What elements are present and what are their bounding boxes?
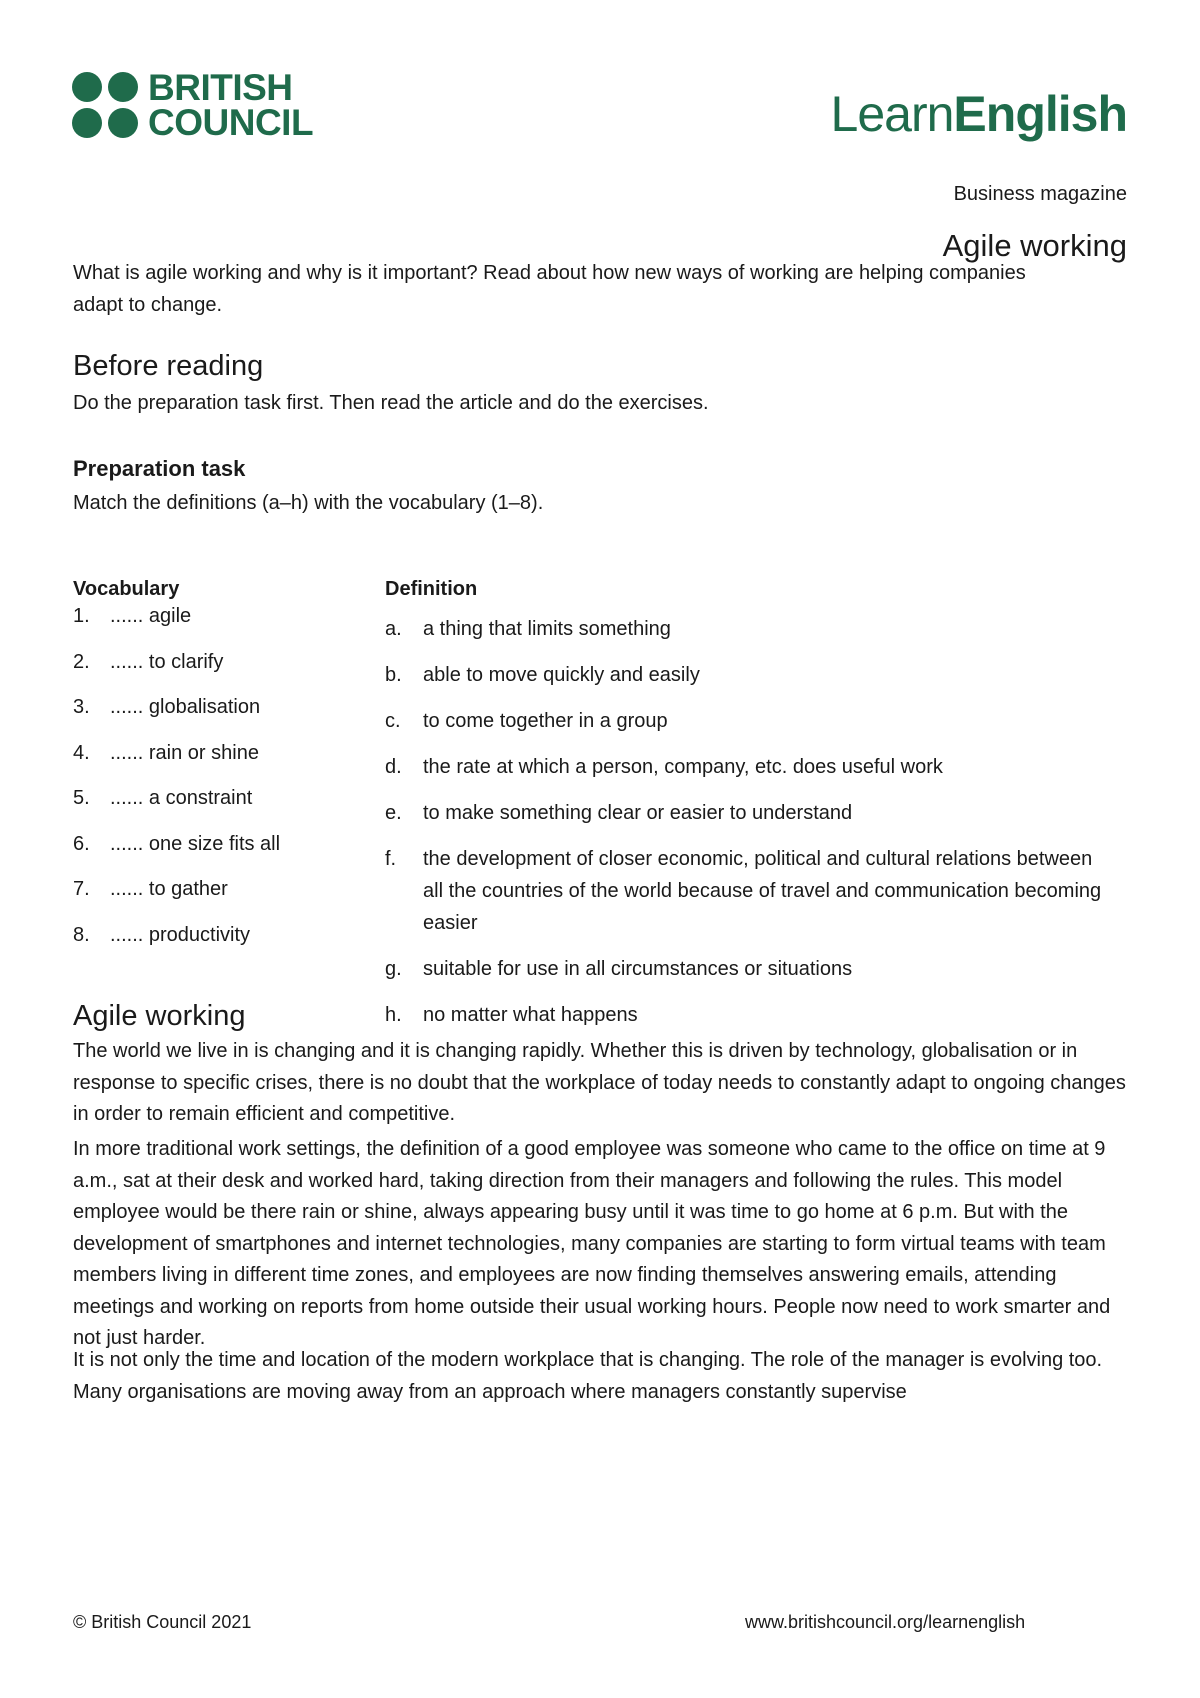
vocab-item: 1. ...... agile [73, 605, 192, 627]
learnenglish-logo: LearnEnglish [830, 86, 1127, 142]
vocab-item: 3. ...... globalisation [73, 696, 261, 718]
definition-item: d. the rate at which a person, company, etc. does useful work [385, 756, 943, 778]
definition-item: g. suitable for use in all circumstances or situations [385, 958, 853, 980]
definition-item: b. able to move quickly and easily [385, 664, 700, 686]
vocab-item: 2. ...... to clarify [73, 650, 224, 673]
definition-item: e. to make something clear or easier to understand [385, 802, 853, 824]
preparation-heading: Preparation task [73, 456, 246, 481]
vocab-item: 6. ...... one size fits all [73, 832, 281, 855]
vocab-item: 4. ...... rain or shine [73, 741, 259, 764]
definition-item: a. a thing that limits something [385, 618, 671, 640]
copyright-text: © British Council 2021 [73, 1612, 252, 1632]
vocab-item: 5. ...... a constraint [73, 787, 253, 809]
vocab-item: 8. ...... productivity [73, 923, 251, 946]
definition-item: h. no matter what happens [385, 1004, 638, 1026]
website-link[interactable]: www.britishcouncil.org/learnenglish [745, 1612, 1026, 1632]
page-title: Agile working [942, 228, 1127, 263]
definition-heading: Definition [385, 578, 478, 600]
article-paragraph: It is not only the time and location of the modern workplace that is changing. The role of the manager is evolving too. Many organisations are moving away from an approach where managers constantly supervise [73, 1349, 1103, 1403]
vocab-item: 7. ...... to gather [73, 878, 228, 900]
before-reading-text: Do the preparation task first. Then read the article and do the exercises. [73, 392, 709, 414]
british-council-dots-icon [72, 72, 138, 138]
article-paragraph: The world we live in is changing and it is changing rapidly. Whether this is driven by technology, globalisation or in response to specific crises, there is no doubt that the workplace of today needs to constantly adapt to ongoing changes in order to remain efficient and competitive. [73, 1040, 1126, 1125]
before-reading-heading: Before reading [73, 350, 264, 382]
section-label: Business magazine [953, 183, 1127, 205]
vocabulary-list [73, 605, 280, 969]
preparation-instruction: Match the definitions (a–h) with the vocabulary (1–8). [73, 492, 544, 514]
article-heading: Agile working [73, 1000, 246, 1032]
definition-item: c. to come together in a group [385, 710, 668, 732]
british-council-wordmark: BRITISH COUNCIL [148, 67, 314, 143]
intro-text: What is agile working and why is it important? Read about how new ways of working are helping companies adapt to change. [73, 262, 1026, 316]
definition-item: f. the development of closer economic, political and cultural relations between all the countries of the world because of travel and communication becoming easier [385, 848, 1102, 934]
definition-list [385, 613, 1113, 1045]
vocabulary-heading: Vocabulary [73, 578, 180, 600]
british-council-logo [72, 67, 314, 143]
article-paragraph: In more traditional work settings, the definition of a good employee was someone who came to the office on time at 9 a.m., sat at their desk and worked hard, taking direction from their managers and following the rules. This model employee would be there rain or shine, always appearing busy until it was time to go home at 6 p.m. But with the development of smartphones and internet technologies, many companies are starting to form virtual teams with team members living in different time zones, and employees are now finding themselves answering emails, attending meetings and working on reports from home outside their usual working hours. People now need to work smarter and not just harder. [73, 1138, 1111, 1349]
